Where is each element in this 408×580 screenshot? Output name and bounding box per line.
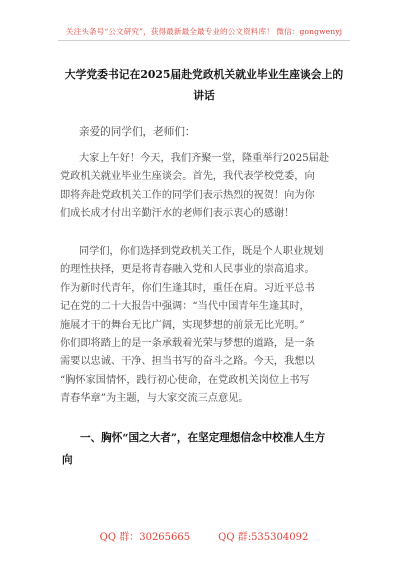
paragraph-line: 同学们，你们选择到党政机关工作，既是个人职业规划 [79, 246, 324, 257]
document-title [58, 64, 350, 106]
paragraph-line: 作为新时代青年，你们生逢其时，重任在肩。习近平总书 [60, 282, 315, 294]
section-heading-line: 向 [62, 454, 73, 466]
paragraph-line: 记在党的二十大报告中强调：“当代中国青年生逢其时， [60, 301, 310, 313]
paragraph-line: 的理性抉择，更是将青春融入党和人民事业的崇高追求。 [60, 264, 315, 276]
salutation: 亲爱的同学们，老师们： [79, 126, 196, 138]
paragraph-line: 大家上午好！今天，我们齐聚一堂，隆重举行2025届赴 [79, 153, 330, 164]
paragraph-line: “胸怀家国情怀，践行初心使命，在党政机关岗位上书写 [60, 374, 310, 386]
qq-group-left: QQ 群：30265665 [99, 532, 191, 543]
paragraph-line: 需要以忠诚、干净、担当书写的奋斗之路。今天，我想以 [60, 356, 315, 368]
paragraph-line: 青春华章”为主题，与大家交流三点意见。 [60, 393, 249, 405]
qq-group-right: QQ 群:535304092 [218, 532, 309, 543]
footer-contact [0, 528, 408, 543]
paragraph-choice [60, 243, 352, 409]
paragraph-opening [60, 150, 352, 224]
paragraph-line: 即将奔赴党政机关工作的同学们表示热烈的祝贺！向为你 [60, 189, 315, 201]
section-heading-line: 一、胸怀“国之大者”，在坚定理想信念中校准人生方 [80, 432, 326, 444]
header-divider [58, 40, 350, 41]
document-title-line: 讲话 [193, 89, 215, 102]
paragraph-line: 党政机关就业毕业生座谈会。首先，我代表学校党委，向 [60, 171, 315, 183]
paragraph-line: 们成长成才付出辛勤汗水的老师们表示衷心的感谢！ [60, 208, 295, 220]
paragraph-line: 施展才干的舞台无比广阔，实现梦想的前景无比光明。” [60, 319, 305, 331]
paragraph-line: 你们即将踏上的是一条承载着光荣与梦想的道路，是一条 [60, 338, 315, 350]
section-heading-1 [62, 427, 326, 471]
document-title-line: 大学党委书记在2025届赴党政机关就业毕业生座谈会上的 [64, 68, 344, 81]
header-banner: 关注头条号“公文研究”，获得最新最全最专业的公文资料库！ 微信：gongwenyj [65, 27, 343, 36]
